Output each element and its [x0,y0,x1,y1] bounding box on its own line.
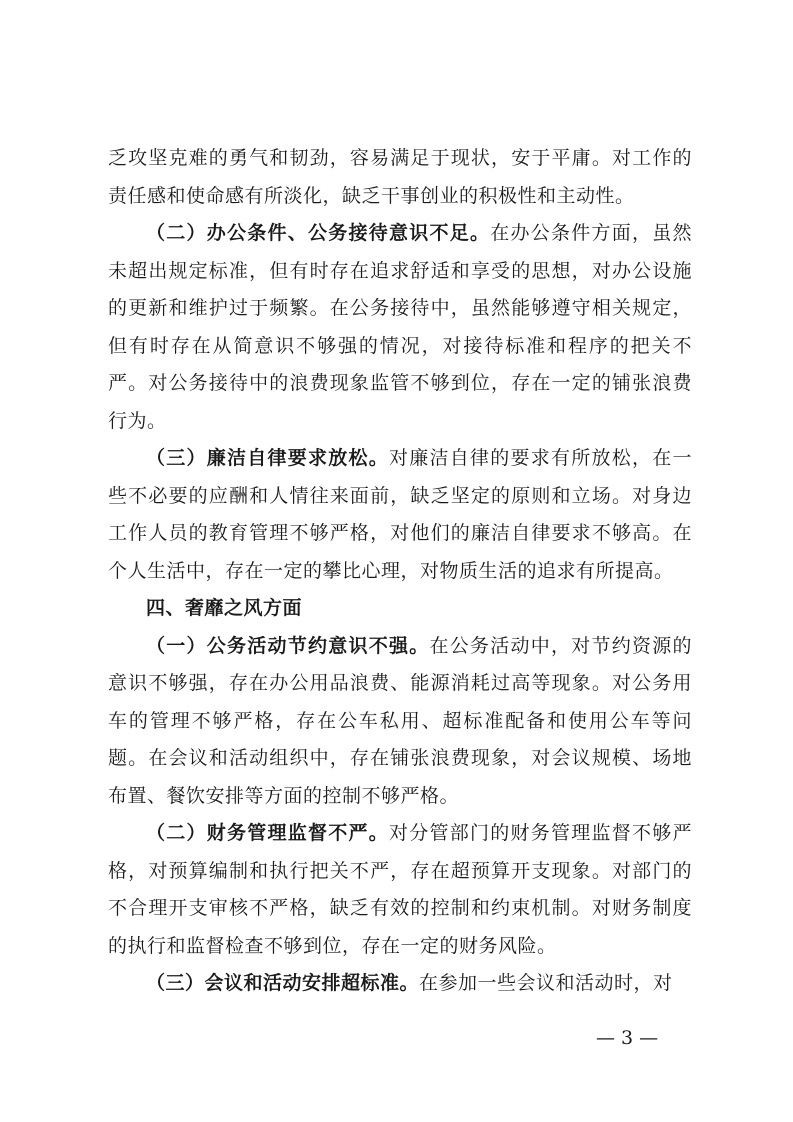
document-body [108,140,692,1003]
paragraph-text: 在办公条件方面，虽然未超出规定标准，但有时存在追求舒适和享受的思想，对办公设施的更新和维护过于频繁。在公务接待中，虽然能够遵守相关规定，但有时存在从简意识不够强的情况，对接待标准和程序的把关不严。对公务接待中的浪费现象监管不够到位，存在一定的铺张浪费行为。 [108,222,692,432]
paragraph-text: 在公务活动中，对节约资源的意识不够强，存在办公用品浪费、能源消耗过高等现象。对公务用车的管理不够严格，存在公车私用、超标准配备和使用公车等问题。在会议和活动组织中，存在铺张浪费现象，对会议规模、场地布置、餐饮安排等方面的控制不够严格。 [108,634,692,807]
subheading-office-conditions: （二）办公条件、公务接待意识不足。 [146,222,491,244]
paragraph-integrity [108,440,692,590]
paragraph-text: 在参加一些会议和活动时，对 [419,972,673,994]
subheading-frugality: （一）公务活动节约意识不强。 [146,634,430,657]
section-heading-extravagance: 四、奢靡之风方面 [146,597,303,619]
paragraph-frugality [108,628,692,816]
subheading-integrity: （三）廉洁自律要求放松。 [146,447,389,469]
page-number: — 3 — [596,1027,659,1049]
paragraph-finance [108,815,692,965]
paragraph-continuation [108,140,692,215]
paragraph-text: 乏攻坚克难的勇气和韧劲，容易满足于现状，安于平庸。对工作的责任感和使命感有所淡化，缺乏干事创业的积极性和主动性。 [108,147,692,207]
subheading-finance: （二）财务管理监督不严。 [146,822,389,844]
paragraph-meetings [108,965,692,1003]
paragraph-text: 对分管部门的财务管理监督不够严格，对预算编制和执行把关不严，存在超预算开支现象。对部门的不合理开支审核不严格，缺乏有效的控制和约束机制。对财务制度的执行和监督检查不够到位，存在一定的财务风险。 [108,822,692,957]
paragraph-text: 对廉洁自律的要求有所放松，在一些不必要的应酬和人情往来面前，缺乏坚定的原则和立场。对身边工作人员的教育管理不够严格，对他们的廉洁自律要求不够高。在个人生活中，存在一定的攀比心理，对物质生活的追求有所提高。 [108,447,692,582]
paragraph-office-conditions [108,215,692,440]
subheading-meetings: （三）会议和活动安排超标准。 [146,972,420,994]
